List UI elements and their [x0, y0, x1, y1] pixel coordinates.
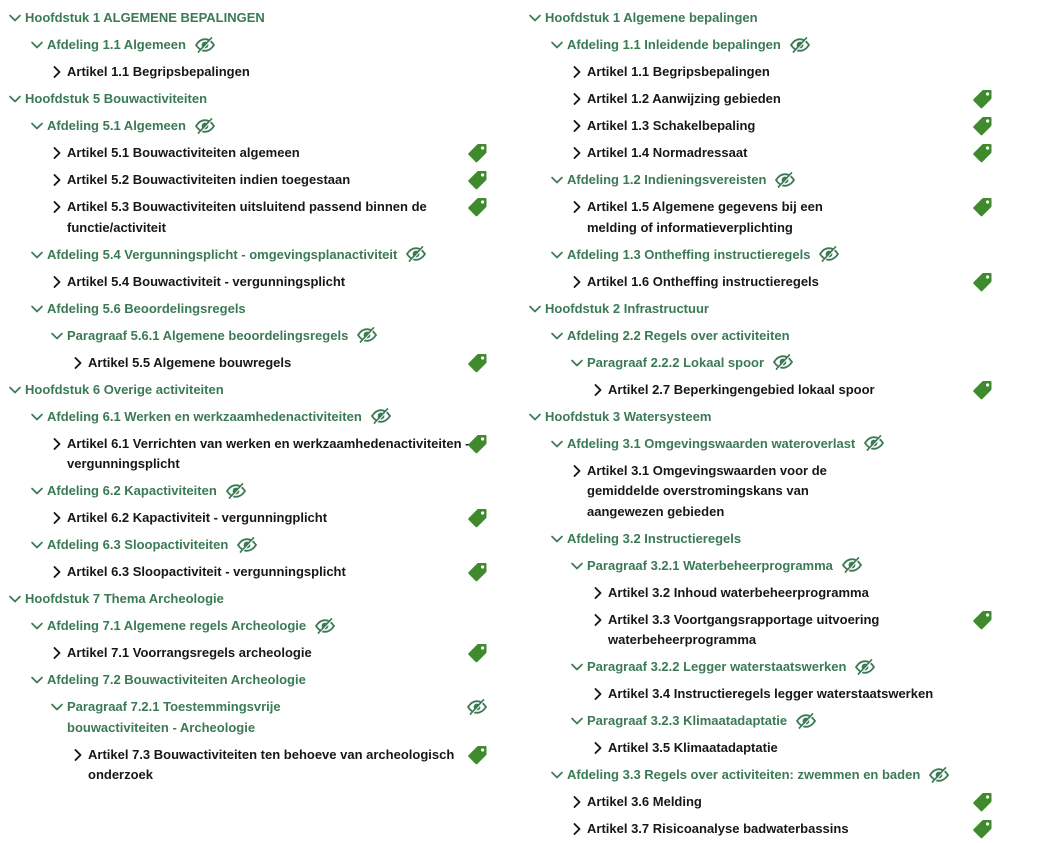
row-label: Afdeling 6.3 Sloopactiviteiten [47, 535, 258, 556]
tree-article-artikel-6-1-verrichten-van-werken-en-werkzaamhed[interactable] [0, 431, 500, 479]
row-label: Afdeling 1.3 Ontheffing instructieregels [567, 245, 840, 266]
tree-article-artikel-1-3-schakelbepaling[interactable] [520, 113, 1000, 140]
tag-icon[interactable] [466, 352, 488, 374]
row-label: Paragraaf 3.2.2 Legger waterstaatswerken [587, 657, 876, 678]
tree-section-paragraaf-3-2-1-waterbeheerprogramma[interactable] [520, 553, 1000, 580]
tree-article-artikel-3-1-omgevingswaarden-voor-de-gemiddelde-[interactable] [520, 458, 1000, 526]
tree-article-artikel-5-2-bouwactiviteiten-indien-toegestaan[interactable] [0, 167, 500, 194]
tree-section-afdeling-3-1-omgevingswaarden-wateroverlast[interactable] [520, 431, 1000, 458]
tag-icon[interactable] [971, 818, 993, 840]
eye-slash-icon[interactable] [466, 696, 488, 718]
tree-article-artikel-5-4-bouwactiviteit-vergunningsplicht[interactable] [0, 269, 500, 296]
tree-article-artikel-7-3-bouwactiviteiten-ten-behoeve-van-arc[interactable] [0, 742, 500, 790]
tree-article-artikel-7-1-voorrangsregels-archeologie[interactable] [0, 640, 500, 667]
chevron-right-icon [591, 380, 605, 400]
tag-icon[interactable] [971, 609, 993, 631]
row-label: Artikel 1.1 Begripsbepalingen [67, 64, 250, 79]
tree-section-hoofdstuk-7-thema-archeologie[interactable] [0, 586, 500, 613]
chevron-right-icon [570, 62, 584, 82]
row-label: Afdeling 5.6 Beoordelingsregels [47, 300, 246, 316]
row-label: Artikel 5.5 Algemene bouwregels [88, 354, 292, 370]
tag-icon[interactable] [971, 196, 993, 218]
tag-icon[interactable] [466, 142, 488, 164]
eye-slash-icon[interactable] [314, 618, 336, 634]
tag-icon[interactable] [466, 196, 488, 218]
chevron-down-icon [570, 657, 584, 677]
chevron-down-icon [8, 8, 22, 28]
left-tree [0, 5, 500, 789]
row-label: Afdeling 2.2 Regels over activiteiten [567, 327, 790, 343]
tag-icon[interactable] [971, 88, 993, 110]
row-label: Paragraaf 5.6.1 Algemene beoordelingsregels [67, 326, 378, 347]
chevron-down-icon [550, 434, 564, 454]
chevron-down-icon [550, 529, 564, 549]
tree-article-artikel-5-5-algemene-bouwregels[interactable] [0, 350, 500, 377]
tree-section-afdeling-6-3-sloopactiviteiten[interactable] [0, 532, 500, 559]
eye-slash-icon[interactable] [772, 354, 794, 370]
tree-article-artikel-6-3-sloopactiviteit-vergunningsplicht[interactable] [0, 559, 500, 586]
chevron-right-icon [50, 62, 64, 82]
eye-slash-icon[interactable] [356, 327, 378, 343]
chevron-down-icon [30, 535, 44, 555]
chevron-right-icon [570, 89, 584, 109]
chevron-right-icon [50, 170, 64, 190]
chevron-down-icon [30, 481, 44, 501]
chevron-right-icon [50, 434, 64, 454]
chevron-down-icon [550, 326, 564, 346]
tree-article-artikel-3-6-melding[interactable] [520, 789, 1000, 816]
row-label: Artikel 2.7 Beperkingengebied lokaal spoor [608, 381, 875, 397]
eye-slash-icon[interactable] [863, 435, 885, 451]
chevron-down-icon [30, 299, 44, 319]
row-label: Paragraaf 2.2.2 Lokaal spoor [587, 353, 794, 374]
chevron-right-icon [50, 508, 64, 528]
tree-section-afdeling-5-4-vergunningsplicht-omgevingsplanacti[interactable] [0, 242, 500, 269]
row-label: Artikel 3.7 Risicoanalyse badwaterbassins [587, 821, 849, 836]
eye-slash-icon[interactable] [236, 537, 258, 553]
chevron-down-icon [528, 8, 542, 28]
row-label: Artikel 6.1 Verrichten van werken en werkzaamhedenactiviteiten - vergunningsplicht [67, 435, 470, 471]
tree-article-artikel-1-2-aanwijzing-gebieden[interactable] [520, 86, 1000, 113]
chevron-right-icon [591, 684, 605, 704]
chevron-down-icon [570, 556, 584, 576]
tree-article-artikel-3-3-voortgangsrapportage-uitvoering-wate[interactable] [520, 607, 1000, 655]
chevron-right-icon [50, 643, 64, 663]
chevron-right-icon [570, 116, 584, 136]
row-label: Artikel 5.2 Bouwactiviteiten indien toegestaan [67, 172, 351, 187]
chevron-right-icon [591, 610, 605, 630]
chevron-down-icon [50, 697, 64, 717]
tree-section-afdeling-1-3-ontheffing-instructieregels[interactable] [520, 242, 1000, 269]
tag-icon[interactable] [971, 791, 993, 813]
row-label: Artikel 6.3 Sloopactiviteit - vergunningsplicht [67, 564, 346, 579]
tree-section-paragraaf-3-2-2-legger-waterstaatswerken[interactable] [520, 654, 1000, 681]
tree-section-afdeling-7-1-algemene-regels-archeologie[interactable] [0, 613, 500, 640]
row-label: Afdeling 3.2 Instructieregels [567, 530, 742, 546]
right-tree [520, 5, 1000, 843]
tag-icon[interactable] [971, 142, 993, 164]
row-label: Artikel 6.2 Kapactiviteit - vergunningplicht [67, 510, 328, 525]
tree-article-artikel-3-7-risicoanalyse-badwaterbassins[interactable] [520, 816, 1000, 843]
chevron-right-icon [570, 819, 584, 839]
tag-icon[interactable] [466, 433, 488, 455]
row-label: Afdeling 5.4 Vergunningsplicht - omgevingsplanactiviteit [47, 245, 427, 266]
tree-article-artikel-5-3-bouwactiviteiten-uitsluitend-passend[interactable] [0, 194, 500, 242]
eye-slash-icon[interactable] [225, 483, 247, 499]
chevron-right-icon [50, 562, 64, 582]
tag-icon[interactable] [971, 271, 993, 293]
row-label: Hoofdstuk 1 ALGEMENE BEPALINGEN [25, 10, 265, 25]
tree-article-artikel-2-7-beperkingengebied-lokaal-spoor[interactable] [520, 377, 1000, 404]
chevron-right-icon [570, 272, 584, 292]
eye-slash-icon[interactable] [370, 408, 392, 424]
chevron-down-icon [30, 670, 44, 690]
chevron-down-icon [528, 407, 542, 427]
row-label: Hoofdstuk 7 Thema Archeologie [25, 591, 224, 606]
tree-section-hoofdstuk-1-algemene-bepalingen[interactable] [0, 5, 500, 32]
chevron-down-icon [30, 35, 44, 55]
chevron-right-icon [50, 197, 64, 217]
tree-article-artikel-6-2-kapactiviteit-vergunningplicht[interactable] [0, 505, 500, 532]
tree-article-artikel-1-1-begripsbepalingen[interactable] [0, 59, 500, 86]
tree-section-paragraaf-7-2-1-toestemmingsvrije-bouwactiviteit[interactable] [0, 694, 500, 742]
chevron-down-icon [8, 89, 22, 109]
row-label: Artikel 3.1 Omgevingswaarden voor de gemiddelde overstromingskans van aangewezen gebieden [587, 462, 827, 519]
row-label: Afdeling 1.1 Algemeen [47, 35, 216, 56]
row-label: Paragraaf 3.2.3 Klimaatadaptatie [587, 711, 817, 732]
chevron-down-icon [30, 116, 44, 136]
row-label: Artikel 5.1 Bouwactiviteiten algemeen [67, 145, 300, 160]
row-label: Afdeling 3.1 Omgevingswaarden wateroverlast [567, 434, 885, 455]
tree-section-afdeling-1-2-indieningsvereisten[interactable] [520, 167, 1000, 194]
eye-slash-icon[interactable] [795, 713, 817, 729]
tag-icon[interactable] [466, 561, 488, 583]
row-label: Artikel 3.4 Instructieregels legger waterstaatswerken [608, 686, 934, 701]
row-label: Artikel 1.6 Ontheffing instructieregels [587, 273, 819, 289]
chevron-right-icon [71, 353, 85, 373]
tree-article-artikel-1-6-ontheffing-instructieregels[interactable] [520, 269, 1000, 296]
row-label: Hoofdstuk 1 Algemene bepalingen [545, 10, 758, 25]
row-label: Afdeling 6.2 Kapactiviteiten [47, 481, 247, 502]
tree-section-hoofdstuk-1-algemene-bepalingen[interactable] [520, 5, 1000, 32]
row-label: Artikel 1.5 Algemene gegevens bij een melding of informatieverplichting [587, 199, 823, 235]
row-label: Paragraaf 3.2.1 Waterbeheerprogramma [587, 556, 863, 577]
eye-slash-icon[interactable] [928, 767, 950, 783]
tree-section-hoofdstuk-2-infrastructuur[interactable] [520, 296, 1000, 323]
tag-icon[interactable] [466, 744, 488, 766]
chevron-right-icon [570, 197, 584, 217]
row-label: Artikel 7.1 Voorrangsregels archeologie [67, 645, 312, 660]
chevron-down-icon [30, 245, 44, 265]
chevron-down-icon [570, 353, 584, 373]
row-label: Afdeling 7.2 Bouwactiviteiten Archeologie [47, 672, 306, 687]
tag-icon[interactable] [466, 507, 488, 529]
tree-section-afdeling-3-3-regels-over-activiteiten-zwemmen-en[interactable] [520, 762, 1000, 789]
chevron-right-icon [570, 143, 584, 163]
row-label: Artikel 1.1 Begripsbepalingen [587, 64, 770, 79]
chevron-down-icon [8, 380, 22, 400]
chevron-down-icon [30, 616, 44, 636]
tree-section-afdeling-1-1-inleidende-bepalingen[interactable] [520, 32, 1000, 59]
row-label: Artikel 7.3 Bouwactiviteiten ten behoeve van archeologisch onderzoek [88, 746, 455, 782]
chevron-down-icon [8, 589, 22, 609]
tag-icon[interactable] [466, 642, 488, 664]
eye-slash-icon[interactable] [789, 37, 811, 53]
row-label: Artikel 1.3 Schakelbepaling [587, 118, 756, 133]
tree-section-hoofdstuk-6-overige-activiteiten[interactable] [0, 377, 500, 404]
chevron-down-icon [570, 711, 584, 731]
tag-icon[interactable] [971, 115, 993, 137]
row-label: Hoofdstuk 6 Overige activiteiten [25, 381, 224, 397]
row-label: Artikel 1.4 Normadressaat [587, 145, 748, 160]
row-label: Artikel 1.2 Aanwijzing gebieden [587, 91, 781, 106]
row-label: Artikel 3.6 Melding [587, 794, 702, 809]
chevron-down-icon [550, 35, 564, 55]
tree-section-afdeling-5-6-beoordelingsregels[interactable] [0, 296, 500, 323]
row-label: Artikel 3.5 Klimaatadaptatie [608, 740, 778, 755]
tree-article-artikel-3-2-inhoud-waterbeheerprogramma[interactable] [520, 580, 1000, 607]
row-label: Artikel 5.4 Bouwactiviteit - vergunningsplicht [67, 273, 346, 289]
row-label: Afdeling 7.1 Algemene regels Archeologie [47, 616, 336, 637]
row-label: Afdeling 5.1 Algemeen [47, 116, 216, 137]
chevron-down-icon [550, 170, 564, 190]
tree-section-hoofdstuk-5-bouwactiviteiten[interactable] [0, 86, 500, 113]
row-label: Hoofdstuk 2 Infrastructuur [545, 300, 709, 316]
chevron-down-icon [50, 326, 64, 346]
eye-slash-icon[interactable] [194, 118, 216, 134]
tree-section-afdeling-1-1-algemeen[interactable] [0, 32, 500, 59]
eye-slash-icon[interactable] [194, 37, 216, 53]
eye-slash-icon[interactable] [405, 246, 427, 262]
tree-article-artikel-5-1-bouwactiviteiten-algemeen[interactable] [0, 140, 500, 167]
row-label: Hoofdstuk 5 Bouwactiviteiten [25, 91, 208, 106]
tree-section-hoofdstuk-3-watersysteem[interactable] [520, 404, 1000, 431]
tree-section-paragraaf-5-6-1-algemene-beoordelingsregels[interactable] [0, 323, 500, 350]
chevron-right-icon [570, 461, 584, 481]
row-label: Artikel 5.3 Bouwactiviteiten uitsluitend passend binnen de functie/activiteit [67, 199, 427, 235]
tree-section-paragraaf-2-2-2-lokaal-spoor[interactable] [520, 350, 1000, 377]
row-label: Afdeling 6.1 Werken en werkzaamhedenactiviteiten [47, 407, 392, 428]
chevron-down-icon [550, 765, 564, 785]
tree-section-paragraaf-3-2-3-klimaatadaptatie[interactable] [520, 708, 1000, 735]
tree-section-afdeling-6-2-kapactiviteiten[interactable] [0, 478, 500, 505]
chevron-down-icon [528, 299, 542, 319]
tree-article-artikel-1-1-begripsbepalingen[interactable] [520, 59, 1000, 86]
chevron-right-icon [591, 583, 605, 603]
tree-section-afdeling-2-2-regels-over-activiteiten[interactable] [520, 323, 1000, 350]
tree-article-artikel-3-5-klimaatadaptatie[interactable] [520, 735, 1000, 762]
eye-slash-icon[interactable] [854, 659, 876, 675]
chevron-right-icon [50, 143, 64, 163]
row-label: Paragraaf 7.2.1 Toestemmingsvrije bouwactiviteiten - Archeologie [67, 699, 281, 735]
tree-article-artikel-3-4-instructieregels-legger-waterstaatsw[interactable] [520, 681, 1000, 708]
chevron-right-icon [71, 745, 85, 765]
row-label: Afdeling 3.3 Regels over activiteiten: zwemmen en baden [567, 765, 950, 786]
tree-section-afdeling-7-2-bouwactiviteiten-archeologie[interactable] [0, 667, 500, 694]
row-label: Artikel 3.3 Voortgangsrapportage uitvoering waterbeheerprogramma [608, 611, 880, 647]
chevron-right-icon [570, 792, 584, 812]
tree-article-artikel-1-4-normadressaat[interactable] [520, 140, 1000, 167]
chevron-down-icon [550, 245, 564, 265]
tag-icon[interactable] [971, 379, 993, 401]
tree-section-afdeling-5-1-algemeen[interactable] [0, 113, 500, 140]
tag-icon[interactable] [466, 169, 488, 191]
eye-slash-icon[interactable] [774, 172, 796, 188]
eye-slash-icon[interactable] [818, 246, 840, 262]
tree-article-artikel-1-5-algemene-gegevens-bij-een-melding-of[interactable] [520, 194, 1000, 242]
chevron-right-icon [50, 272, 64, 292]
eye-slash-icon[interactable] [841, 557, 863, 573]
chevron-right-icon [591, 738, 605, 758]
chevron-down-icon [30, 407, 44, 427]
tree-section-afdeling-6-1-werken-en-werkzaamhedenactiviteiten[interactable] [0, 404, 500, 431]
row-label: Afdeling 1.2 Indieningsvereisten [567, 170, 796, 191]
tree-section-afdeling-3-2-instructieregels[interactable] [520, 526, 1000, 553]
row-label: Artikel 3.2 Inhoud waterbeheerprogramma [608, 584, 869, 600]
row-label: Afdeling 1.1 Inleidende bepalingen [567, 35, 811, 56]
row-label: Hoofdstuk 3 Watersysteem [545, 408, 712, 424]
